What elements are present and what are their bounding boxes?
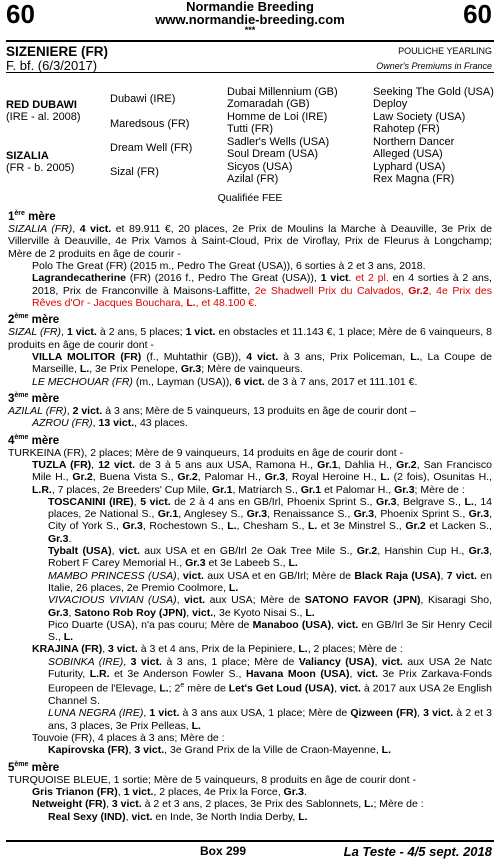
section-dam-4: 4ème mère (8, 433, 60, 447)
dam-5-text: TURQUOISE BLEUE, 1 sortie; Mère de 5 vainqueurs, 8 produits en âge de courir dont - (8, 773, 416, 786)
real-sexy: Real Sexy (IND), vict. en Inde, 3e North India Derby, L. (48, 810, 308, 823)
pedigree-gen4-5: Alleged (USA) (373, 148, 443, 160)
lot-number-right: 60 (463, 0, 492, 29)
pedigree-gen3-6: Sicyos (USA) (227, 161, 293, 173)
dam-2-text: SIZAL (FR), 1 vict. à 2 ans, 5 places; 1 vict. en obstacles et 11.143 €, 1 place; Mère de 6 vainqueurs, 8 produits en âge de courir dont - (8, 326, 492, 351)
tybalt: Tybalt (USA), vict. aux USA et en GB/Irl 2e Oak Tree Mile S., Gr.2, Hanshin Cup H., Gr.3, Robert F Carey Memorial H., Gr.3 et 3e Labeeb S., L. (48, 545, 492, 570)
stars: *** (244, 25, 256, 35)
website: www.normandie-breeding.com (155, 12, 345, 27)
lot-number: 60 (6, 0, 35, 29)
dam-name: SIZALIA (6, 150, 49, 162)
krajina: KRAJINA (FR), 3 vict. à 3 et 4 ans, Prix de la Pepiniere, L., 2 places; Mère de : (32, 643, 403, 656)
dam-2-produce-2: LE MECHOUAR (FR) (m., Layman (USA)), 6 vict. de 3 à 7 ans, 2017 et 111.101 €. (32, 375, 418, 388)
sobinka: SOBINKA (IRE), 3 vict. à 3 ans, 1 place; Mère de Valiancy (USA), vict. aux USA 2e Natc Futurity, L.R. et 3e Anderson Fowler S., Havana Moon (USA), vict. 3e Prix Zarkava-Fonds Europeen de l'Elevage, L.; 2e mère de Let's Get Loud (USA), vict. à 2017 aux USA 2e English Channel S. (48, 655, 493, 708)
dam-4-text: TURKEINA (FR), 2 places; Mère de 9 vainqueurs, 14 produits en âge de courir dont - (8, 446, 404, 459)
family-notes (8, 206, 492, 823)
box-number: Box 299 (200, 844, 247, 858)
dam-2-produce-1: VILLA MOLITOR (FR) (f., Muhtathir (GB)), 4 vict. à 3 ans, Prix Policeman, L., La Coupe de Marseille, L., 3e Prix Penelope, Gr.3; Mère de vainqueurs. (32, 350, 492, 376)
brand-name: Normandie Breeding (186, 0, 314, 14)
touvoie: Touvoie (FR), 4 places à 3 ans; Mère de : (32, 731, 225, 744)
pedigree-gen4-7: Rex Magna (FR) (373, 173, 455, 185)
luna-negra: LUNA NEGRA (IRE), 1 vict. à 3 ans aux USA, 1 place; Mère de Qizween (FR), 3 vict. à 2 et 3 ans, 3 places, 3e Prix Pelleas, L. (48, 707, 492, 732)
produce-2: Lagrandecatherine (FR) (2016 f., Pedro The Great (USA)), 1 vict. et 2 pl. en 4 sorties à 2 ans, 2018, Prix de Franconville à Maisons-Laffitte, 2e Shadwell Prix du Calvados, Gr.2, 4e Prix des Rêves d'Or - Jacques Bouchara, L., et 48.100 €. (32, 272, 492, 309)
footer-rule (6, 840, 494, 842)
produce-1: Polo The Great (FR) (2015 m., Pedro The Great (USA)), 6 sorties à 2 et 3 ans, 2018. (32, 260, 426, 273)
pico-duarte: Pico Duarte (USA), n'a pas couru; Mère de Manaboo (USA), vict. en GB/Irl 3e Sir Henry Cecil S., L. (48, 618, 492, 644)
horse-category: POULICHE YEARLING (398, 46, 492, 56)
pedigree-gen2-1: Maredsous (FR) (110, 118, 190, 130)
pedigree-gen3-4: Sadler's Wells (USA) (227, 136, 330, 148)
top-rule (6, 40, 494, 42)
section-dam-3: 3ème mère (8, 391, 60, 405)
pedigree-gen4-3: Rahotep (FR) (373, 123, 440, 135)
section-dam-5: 5ème mère (8, 760, 60, 774)
dam-info: (FR - b. 2005) (6, 162, 75, 174)
pedigree-gen2-2: Dream Well (FR) (110, 142, 193, 154)
pedigree-gen4-0: Seeking The Gold (USA) (373, 86, 494, 98)
pedigree-gen3-0: Dubai Millennium (GB) (227, 86, 338, 98)
pedigree-gen4-1: Deploy (373, 98, 408, 110)
pedigree-gen3-3: Tutti (FR) (227, 123, 274, 135)
sire-info: (IRE - al. 2008) (6, 111, 81, 123)
vivacious-vivian: VIVACIOUS VIVIAN (USA), vict. aux USA; Mère de SATONO FAVOR (JPN), Kisaragi Sho, Gr.3, Satono Rob Roy (JPN), vict., 3e Kyoto Nisai S., L. (48, 594, 493, 619)
tuzla: TUZLA (FR), 12 vict. de 3 à 5 ans aux USA, Ramona H., Gr.1, Dahlia H., Gr.2, San Francisco Mile H., Gr.2, Buena Vista S., Gr.2, Palomar H., Gr.3, Royal Heroine H., L. (2 fois), Osunitas H., L.R., 7 places, 2e Breeders' Cup Mile, Gr.1, Matriarch S., Gr.1 et Palomar H., Gr.3; Mère de : (32, 458, 492, 496)
pedigree-sire (6, 99, 81, 123)
pedigree-gen3-1: Zomaradah (GB) (227, 98, 310, 110)
horse-name: SIZENIERE (FR) (6, 44, 109, 59)
header-block (80, 0, 420, 35)
section-dam-2: 2ème mère (8, 313, 60, 327)
dam-3-produce-1: AZROU (FR), 13 vict., 43 places. (32, 417, 188, 430)
pedigree-gen4-2: Law Society (USA) (373, 111, 466, 123)
pedigree-gen4-4: Northern Dancer (373, 136, 455, 148)
pedigree-gen2-3: Sizal (FR) (110, 166, 159, 178)
gris-trianon: Gris Trianon (FR), 1 vict., 2 places, 4e Prix la Force, Gr.3. (32, 786, 307, 798)
pedigree-gen4-6: Lyphard (USA) (373, 161, 446, 173)
sale-info: La Teste - 4/5 sept. 2018 (343, 844, 492, 859)
horse-description: F. bf. (6/3/2017) (6, 58, 98, 73)
section-dam-1: 1ère mère (8, 210, 56, 223)
netweight: Netweight (FR), 3 vict. à 2 et 3 ans, 2 places, 3e Prix des Sablonnets, L.; Mère de : (32, 798, 424, 811)
pedigree-dam (6, 150, 74, 174)
pedigree-gen2-0: Dubawi (IRE) (110, 93, 176, 105)
dam-3-text: AZILAL (FR), 2 vict. à 3 ans; Mère de 5 vainqueurs, 13 produits en âge de courir dont – (8, 404, 416, 417)
pedigree-gen3-7: Azilal (FR) (227, 173, 279, 185)
toscanini: TOSCANINI (IRE), 5 vict. de 2 à 4 ans en GB/Irl, Phoenix Sprint S., Gr.3, Belgrave S., L., 14 places, 2e National S., Gr.1, Anglesey S., Gr.3, Renaissance S., Gr.3, Phoenix Sprint S., Gr.3, City of York S., Gr.3, Rochestown S., L., Chesham S., L. et 3e Minstrel S., Gr.2 et Lacken S., Gr.3. (48, 495, 493, 545)
pedigree-gen3-2: Homme de Loi (IRE) (227, 111, 328, 123)
premium-note: Owner's Premiums in France (376, 61, 492, 71)
qualification: Qualifiée FEE (217, 192, 283, 204)
mambo-princess: MAMBO PRINCESS (USA), vict. aux USA et en GB/Irl; Mère de Black Raja (USA), 7 vict. en Italie, 26 places, 2e Premio Coolmore, L. (48, 569, 492, 594)
pedigree-rule (6, 72, 494, 73)
dam-1-text: SIZALIA (FR), 4 vict. et 89.911 €, 20 places, 2e Prix de Moulins la Marche à Deauville, 3e Prix de Villerville à Deauville, 4e Prix Vamos à Saint-Cloud, Prix de Viroflay, Prix de Fleurus à Longchamp; Mère de 2 produits en âge de courir - (8, 223, 492, 260)
pedigree-gen3-5: Soul Dream (USA) (227, 148, 319, 160)
sire-name: RED DUBAWI (6, 99, 77, 111)
kapirovska: Kapirovska (FR), 3 vict., 3e Grand Prix de la Ville de Craon-Mayenne, L. (48, 744, 392, 757)
